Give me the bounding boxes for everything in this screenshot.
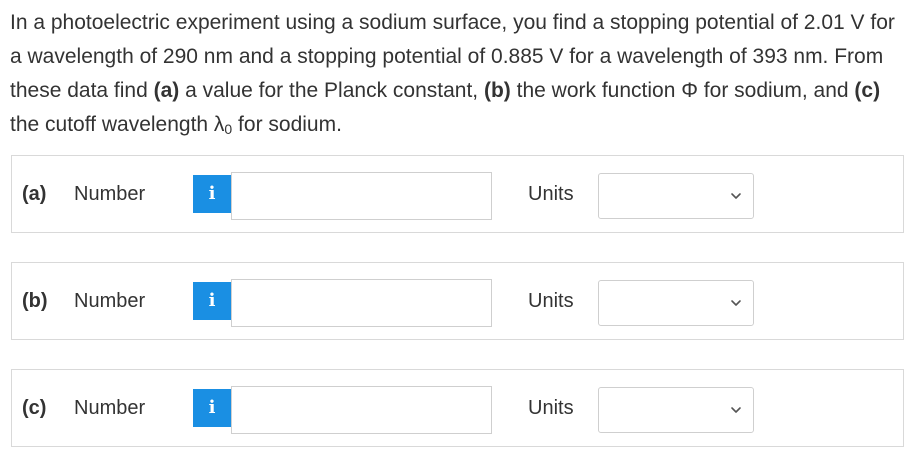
units-select-b[interactable]: [598, 280, 754, 326]
part-c-text: the cutoff wavelength λ: [10, 113, 225, 136]
chevron-down-icon: [729, 296, 743, 310]
units-label-a: Units: [528, 183, 574, 205]
number-label-b: Number: [74, 290, 146, 312]
part-label-b: (b): [22, 290, 48, 312]
chevron-down-icon: [729, 189, 743, 203]
answer-row-c: [11, 369, 904, 447]
number-input-a[interactable]: [231, 172, 492, 220]
question-tail: for sodium.: [232, 113, 342, 136]
number-input-c[interactable]: [231, 386, 492, 434]
part-b-tag: (b): [483, 79, 511, 102]
units-select-a[interactable]: [598, 173, 754, 219]
answer-row-a: [11, 155, 904, 233]
part-a-tag: (a): [153, 79, 180, 102]
answer-row-b: [11, 262, 904, 340]
part-label-a: (a): [22, 183, 47, 205]
info-icon[interactable]: i: [193, 175, 231, 213]
number-label-a: Number: [74, 183, 146, 205]
units-label-b: Units: [528, 290, 574, 312]
number-input-b[interactable]: [231, 279, 492, 327]
chevron-down-icon: [729, 403, 743, 417]
part-b-text: the work function Φ for sodium, and: [510, 79, 855, 102]
info-icon[interactable]: i: [193, 282, 231, 320]
number-label-c: Number: [74, 397, 146, 419]
part-a-text: a value for the Planck constant,: [179, 79, 484, 102]
units-label-c: Units: [528, 397, 574, 419]
part-c-tag: (c): [854, 79, 881, 102]
lambda-subscript: 0: [224, 121, 233, 137]
units-select-c[interactable]: [598, 387, 754, 433]
question-intro: In a photoelectric experiment using a sodium surface, you find a stopping potential of 2.01 V for a wavelength of 290 nm and a stopping potential of 0.885 V for a wavelength of 393 nm. From these data find: [10, 11, 895, 102]
info-icon[interactable]: i: [193, 389, 231, 427]
part-label-c: (c): [22, 397, 47, 419]
question-text: [10, 6, 905, 142]
